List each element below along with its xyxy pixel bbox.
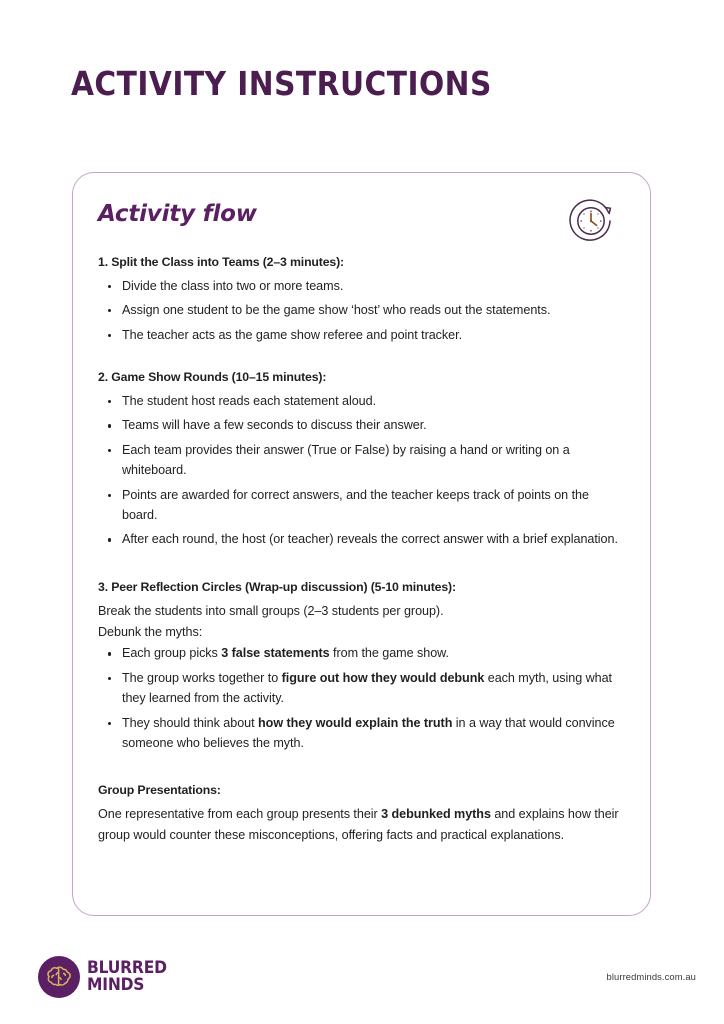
brand-logo-wordmark — [87, 960, 167, 994]
section-intro-line: Break the students into small groups (2–3 students per group). — [98, 603, 444, 618]
brand-logo[interactable] — [38, 956, 172, 998]
activity-flow-card — [72, 172, 651, 916]
list-item: The teacher acts as the game show referee and point tracker. — [98, 325, 620, 345]
brand-logo-line2: MINDS — [87, 975, 145, 994]
list-item: Divide the class into two or more teams. — [98, 276, 620, 296]
section-bullets-game-show-rounds — [98, 391, 620, 550]
spacer — [98, 757, 620, 781]
section-bullets-peer-reflection-circles — [98, 643, 620, 753]
spacer — [98, 554, 620, 578]
site-url[interactable]: blurredminds.com.au — [606, 971, 696, 982]
list-item: Points are awarded for correct answers, and the teacher keeps track of points on the board. — [98, 485, 620, 526]
section-intro-line: Debunk the myths: — [98, 625, 203, 640]
list-item: Assign one student to be the game show ‘host’ who reads out the statements. — [98, 300, 620, 320]
page-footer — [0, 948, 724, 1008]
section-heading-group-presentations: Group Presentations: — [98, 783, 221, 798]
clock-timer-icon — [565, 195, 617, 247]
section-bullets-split-the-class — [98, 276, 620, 345]
spacer — [98, 349, 620, 368]
brand-logo-line1: BLURRED — [87, 958, 167, 978]
list-item: After each round, the host (or teacher) reveals the correct answer with a brief explanation. — [98, 529, 620, 549]
page-title: ACTIVITY INSTRUCTIONS — [71, 64, 492, 103]
instructions-content — [98, 253, 620, 846]
card-title: Activity flow — [98, 201, 257, 227]
list-item: The student host reads each statement aloud. — [98, 391, 620, 411]
list-item: Teams will have a few seconds to discuss their answer. — [98, 415, 620, 435]
list-item: They should think about how they would explain the truth in a way that would convince someone who believes the myth. — [98, 713, 620, 754]
list-item: Each team provides their answer (True or False) by raising a hand or writing on a whiteboard. — [98, 440, 620, 481]
card-header — [98, 197, 628, 253]
section-body-group-presentations: One representative from each group presents their 3 debunked myths and explains how their group would counter these misconceptions, offering facts and practical explanations. — [98, 807, 619, 842]
list-item: Each group picks 3 false statements from the game show. — [98, 643, 620, 663]
brain-icon — [38, 956, 80, 998]
list-item: The group works together to figure out how they would debunk each myth, using what they learned from the activity. — [98, 668, 620, 709]
section-heading-game-show-rounds: 2. Game Show Rounds (10–15 minutes): — [98, 370, 327, 385]
section-heading-peer-reflection-circles: 3. Peer Reflection Circles (Wrap-up discussion) (5-10 minutes): — [98, 579, 456, 594]
section-heading-split-the-class: 1. Split the Class into Teams (2–3 minutes): — [98, 255, 345, 269]
